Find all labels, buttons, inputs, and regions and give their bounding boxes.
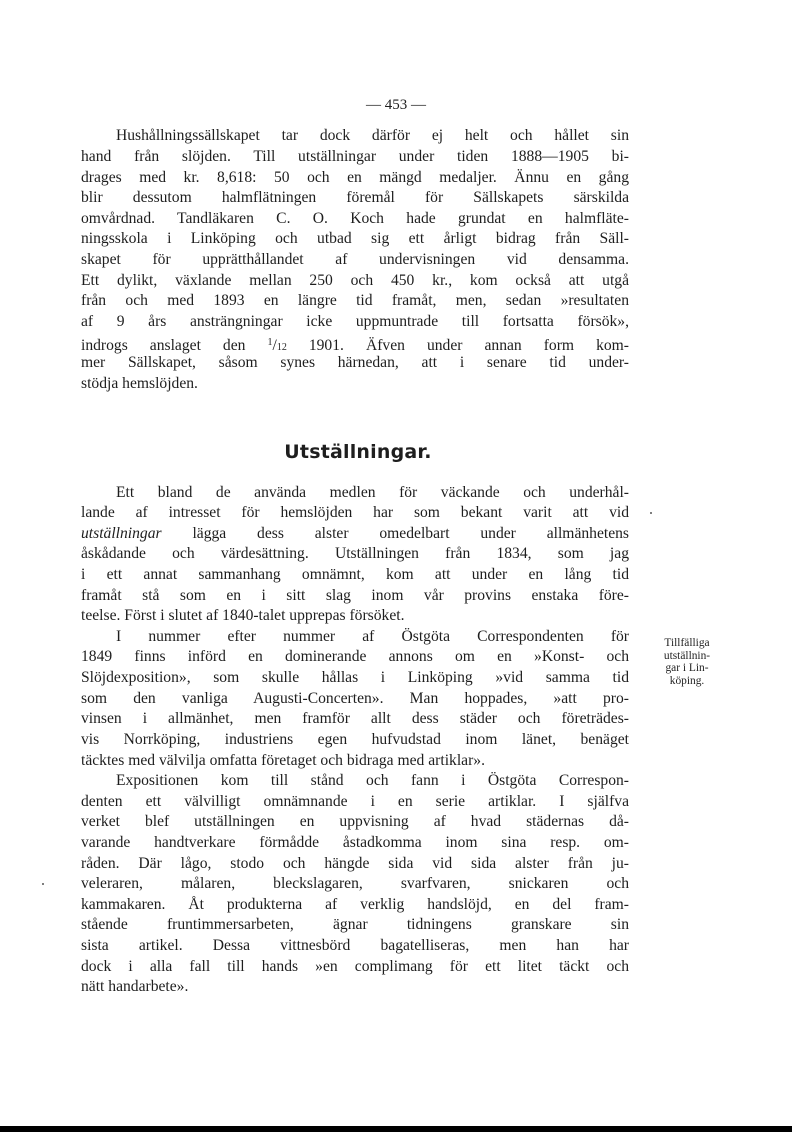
scan-speck (650, 512, 652, 514)
margin-note-line: Tillfälliga (664, 637, 710, 649)
text-line: råden. Där lågo, stodo och hängde sida vid sida alster från ju- (81, 855, 629, 872)
margin-note-line: gar i Lin- (665, 662, 709, 675)
text-line: drages med kr. 8,618: 50 och en mängd medaljer. Ännu en gång (81, 169, 629, 186)
text-line: 1849 finns införd en dominerande annons om en »Konst- och (81, 648, 629, 665)
text-line: nätt handarbete». (81, 978, 189, 995)
text-line: af 9 års ansträngningar icke uppmuntrade till fortsatta försök», (81, 313, 629, 330)
text-line: Ett bland de använda medlen för väckande och underhål- (116, 484, 629, 501)
emphasis-term: utställningar (81, 525, 162, 542)
fraction-denominator: 12 (276, 342, 287, 353)
text-line: I nummer efter nummer af Östgöta Correspondenten för (116, 628, 629, 645)
text-span: lägga dess alster omedelbart under allmänhetens (161, 525, 629, 542)
text-line: omvårdnad. Tandläkaren C. O. Koch hade grundat en halmfläte- (81, 210, 629, 227)
text-line: ningsskola i Linköping och utbad sig ett årligt bidrag från Säll- (81, 230, 629, 247)
scan-edge (0, 1126, 792, 1132)
fraction-numerator: 1 (267, 337, 273, 348)
scan-speck (42, 883, 44, 885)
fraction-slash: / (272, 337, 277, 354)
page-number: — 453 — (366, 97, 426, 113)
text-line: från och med 1893 en längre tid framåt, men, sedan »resultaten (81, 292, 629, 309)
text-line-with-emphasis (81, 524, 629, 544)
text-line: veleraren, målaren, bleckslagaren, svarfvaren, snickaren och (81, 875, 629, 892)
margin-note-line: köping. (669, 674, 705, 687)
margin-note (637, 637, 737, 687)
text-line: mer Sällskapet, såsom synes härnedan, att i senare tid under- (81, 354, 629, 371)
text-line: som den vanliga Augusti-Concerten». Man hoppades, »att pro- (81, 690, 629, 707)
text-line: varande handtverkare förmådde åstadkomma inom sina resp. om- (81, 834, 629, 851)
text-line: stående fruntimmersarbeten, ägnar tidningens granskare sin (81, 916, 629, 933)
text-line: vinsen i allmänhet, men framför allt dess städer och företrädes- (81, 710, 629, 727)
text-line: lande af intresset för hemslöjden har som bekant varit att vid (81, 504, 629, 521)
text-span: 1901. Äfven under annan form kom- (286, 337, 629, 354)
text-line-with-date-fraction (81, 333, 629, 353)
text-line: Slöjdexposition», som skulle hållas i Linköping »vid samma tid (81, 669, 629, 686)
text-span: indrogs anslaget den (81, 337, 268, 354)
text-line: framåt stå som en i sitt slag inom vår provins enstaka före- (81, 587, 629, 604)
text-line: denten ett välvilligt omnämnande i en serie artiklar. I själfva (81, 793, 629, 810)
text-line: teelse. Först i slutet af 1840-talet upprepas försöket. (81, 607, 405, 624)
text-line: blir dessutom halmflätningen föremål för Sällskapets särskilda (81, 189, 629, 206)
text-line: kammakaren. Åt produkterna af verklig handslöjd, en del fram- (81, 896, 629, 913)
text-line: verket blef utställningen en uppvisning af hvad städernas då- (81, 813, 629, 830)
text-line: täcktes med välvilja omfatta företaget och bidraga med artiklar». (81, 752, 485, 769)
text-line: Ett dylikt, växlande mellan 250 och 450 kr., kom också att utgå (81, 272, 629, 289)
text-line: Hushållningssällskapet tar dock därför ej helt och hållet sin (116, 127, 629, 144)
text-line: skapet för upprätthållandet af undervisningen vid densamma. (81, 251, 629, 268)
text-line: dock i alla fall till hands »en complimang för ett litet täckt och (81, 958, 629, 975)
margin-note-line: utställnin- (663, 649, 711, 662)
text-line: hand från slöjden. Till utställningar under tiden 1888—1905 bi- (81, 148, 629, 165)
text-line: åskådande och värdesättning. Utställningen från 1834, som jag (81, 545, 629, 562)
text-line: sista artikel. Dessa vittnesbörd bagatelliseras, men han har (81, 937, 629, 954)
text-line: i ett annat sammanhang omnämnt, kom att under en lång tid (81, 566, 629, 583)
text-line: Expositionen kom till stånd och fann i Östgöta Correspon- (116, 772, 629, 789)
text-line: stödja hemslöjden. (81, 375, 198, 392)
section-heading: Utställningar. (284, 441, 432, 463)
text-line: vis Norrköping, industriens egen hufvudstad inom länet, benäget (81, 731, 629, 748)
